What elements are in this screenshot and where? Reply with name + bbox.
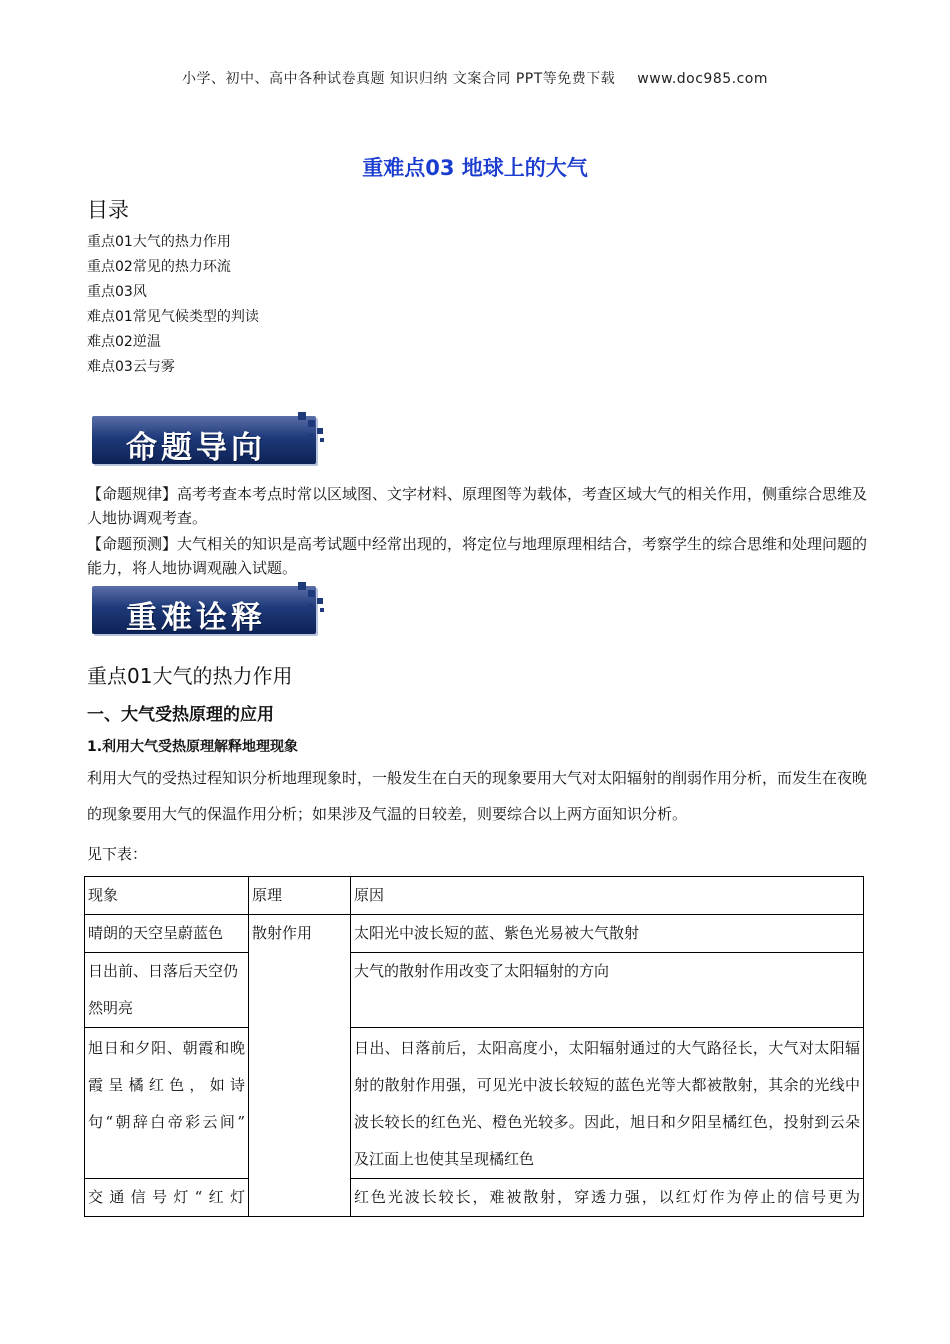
toc-item[interactable]: 重点02常见的热力环流 — [87, 259, 231, 275]
table-header: 原理 — [249, 877, 351, 915]
toc-item[interactable]: 难点01常见气候类型的判读 — [87, 309, 259, 325]
subsection-heading: 一、大气受热原理的应用 — [87, 705, 274, 725]
table-cell-reason: 大气的散射作用改变了太阳辐射的方向 — [351, 953, 864, 1028]
table-row — [85, 953, 864, 1028]
banner-guidance — [92, 416, 327, 468]
guidance-prediction: 【命题预测】大气相关的知识是高考试题中经常出现的，将定位与地理原理相结合，考察学生的综合思维和处理问题的能力，将人地协调观融入试题。 — [87, 535, 868, 577]
table-cell-phenomenon: 日出前、日落后天空仍然明亮 — [85, 953, 249, 1028]
table-cell-phenomenon: 交通信号灯“红灯 — [85, 1179, 249, 1217]
toc-item[interactable]: 重点01大气的热力作用 — [87, 234, 231, 250]
body-paragraph: 利用大气的受热过程知识分析地理现象时，一般发生在白天的现象要用大气对太阳辐射的削弱作用分析，而发生在夜晚的现象要用大气的保温作用分析；如果涉及气温的日较差，则要综合以上两方面知识分析。 — [87, 769, 868, 823]
section-heading: 重点01大气的热力作用 — [87, 664, 293, 688]
toc-heading: 目录 — [87, 198, 129, 222]
banner-explain — [92, 586, 327, 638]
table-cell-reason: 日出、日落前后，太阳高度小，太阳辐射通过的大气路径长，大气对太阳辐射的散射作用强，可见光中波长较短的蓝色光等大都被散射，其余的光线中波长较长的红色光、橙色光较多。因此，旭日和夕阳呈橘红色，投射到云朵及江面上也使其呈现橘红色 — [351, 1028, 864, 1179]
guidance-rule: 【命题规律】高考考查本考点时常以区域图、文字材料、原理图等为载体，考查区域大气的相关作用，侧重综合思维及人地协调观考查。 — [87, 485, 868, 527]
table-cell-phenomenon: 旭日和夕阳、朝霞和晚霞呈橘红色，如诗句“朝辞白帝彩云间” — [85, 1028, 249, 1179]
table-header-row — [85, 877, 864, 915]
table-row — [85, 1028, 864, 1179]
banner-explain-label: 重难诠释 — [126, 600, 266, 636]
page-title: 重难点03 地球上的大气 — [362, 156, 588, 180]
table-cell-reason: 红色光波长较长，难被散射，穿透力强，以红灯作为停止的信号更为 — [351, 1179, 864, 1217]
header-text: 小学、初中、高中各种试卷真题 知识归纳 文案合同 PPT等免费下载 — [181, 71, 616, 87]
toc-item[interactable]: 难点03云与雾 — [87, 359, 175, 375]
table-cell-principle: 散射作用 — [249, 915, 351, 1217]
table-cell-reason: 太阳光中波长短的蓝、紫色光易被大气散射 — [351, 915, 864, 953]
table-header: 原因 — [351, 877, 864, 915]
table-cell-phenomenon: 晴朗的天空呈蔚蓝色 — [85, 915, 249, 953]
table-row — [85, 1179, 864, 1217]
table-row — [85, 915, 864, 953]
decor-square — [298, 412, 306, 420]
table-of-contents — [87, 230, 259, 380]
toc-item[interactable]: 难点02逆温 — [87, 334, 161, 350]
table-intro: 见下表： — [87, 845, 148, 863]
page-header — [0, 68, 950, 88]
header-site-link[interactable]: www.doc985.com — [637, 71, 769, 87]
decor-square — [298, 582, 306, 590]
banner-guidance-label: 命题导向 — [126, 430, 266, 466]
table-header: 现象 — [85, 877, 249, 915]
phenomena-table — [84, 876, 864, 1217]
toc-item[interactable]: 重点03风 — [87, 284, 147, 300]
topic-heading: 1.利用大气受热原理解释地理现象 — [87, 739, 299, 755]
